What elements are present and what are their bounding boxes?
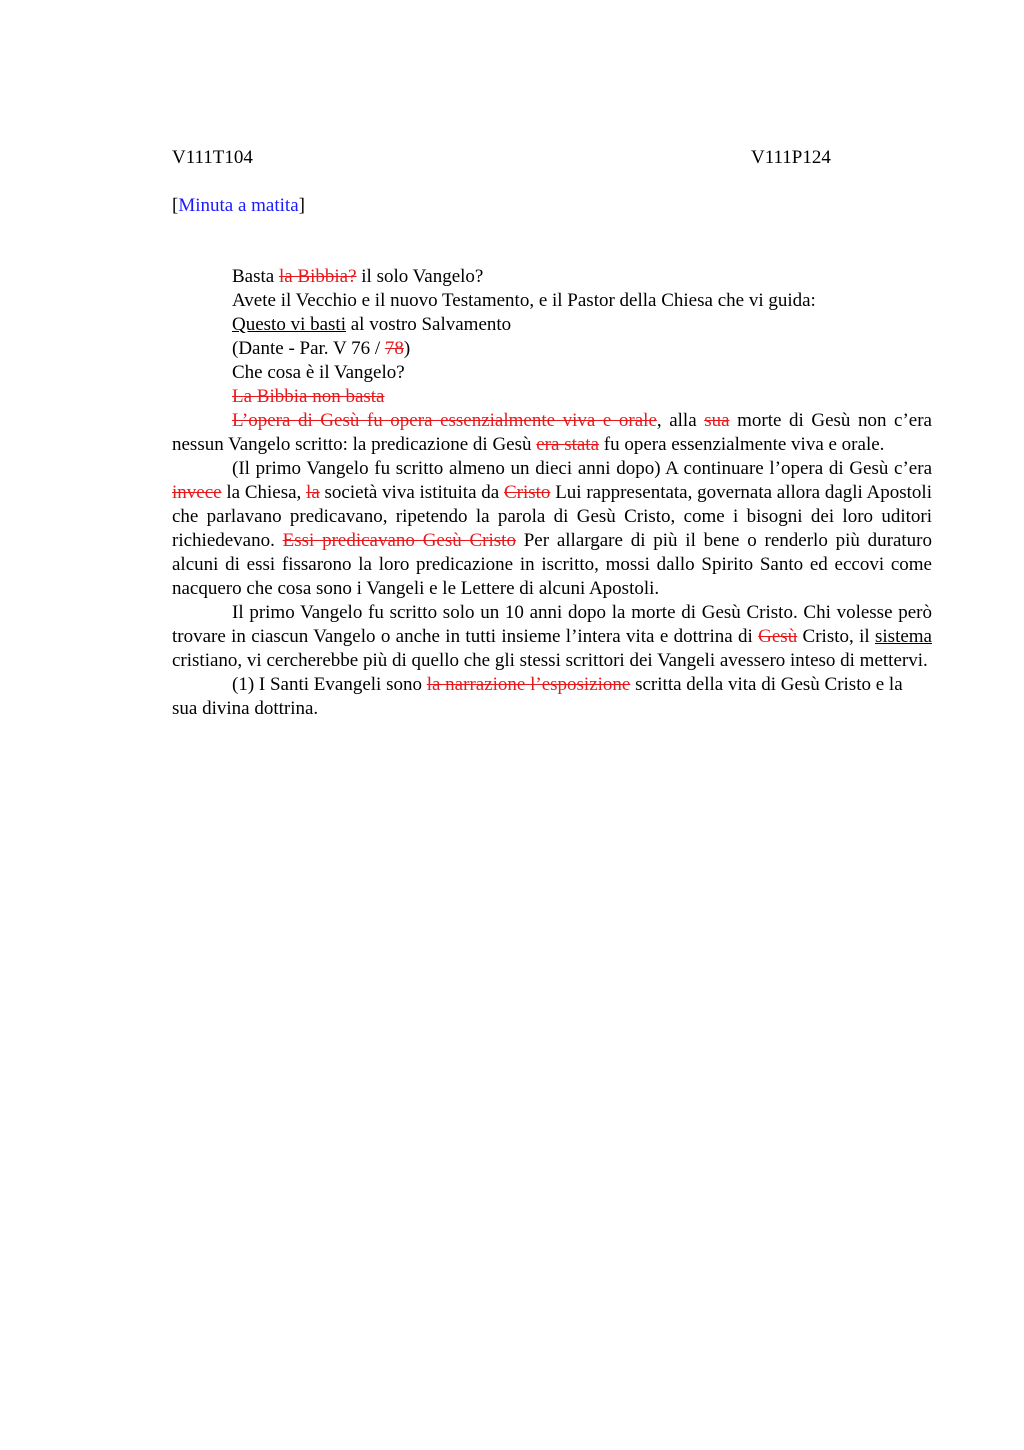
paragraph-1: L’opera di Gesù fu opera essenzialmente viva e orale, alla sua morte di Gesù non c’era nessun Vangelo scritto: la predicazione di Gesù era stata fu opera essenzialmente viva e orale. (172, 410, 932, 455)
document-code-left: V111T104 (172, 147, 253, 168)
draft-note: [Minuta a matita] (172, 195, 305, 216)
paragraph-4: (1) I Santi Evangeli sono la narrazione l’esposizione scritta della vita di Gesù Cristo e la sua divina dottrina. (172, 674, 903, 719)
underlined-text: Questo vi basti (232, 314, 346, 335)
paragraph-3: Il primo Vangelo fu scritto solo un 10 anni dopo la morte di Gesù Cristo. Chi volesse però trovare in ciascun Vangelo o anche in tutti insieme l’intera vita e dottrina di Gesù Cristo, il sistema cristiano, vi cercherebbe più di quello che gli stessi scrittori dei Vangeli avessero inteso di mettervi. (172, 602, 932, 671)
line-1: Basta la Bibbia? il solo Vangelo? (232, 266, 484, 287)
line-6 (172, 385, 932, 409)
document-body (172, 265, 932, 721)
line-4: (Dante - Par. V 76 / 78) (232, 338, 411, 359)
document-code-right: V111P124 (751, 147, 831, 168)
line-5: Che cosa è il Vangelo? (232, 362, 405, 383)
paragraph-2: (Il primo Vangelo fu scritto almeno un dieci anni dopo) A continuare l’opera di Gesù c’era invece la Chiesa, la società viva istituita da Cristo Lui rappresentata, governata allora dagli Apostoli che parlavano predicavano, ripetendo la parola di Gesù Cristo, come i bisogni dei loro uditori richiedevano. Essi predicavano Gesù Cristo Per allargare di più il bene o renderlo più duraturo alcuni di essi fissarono la loro predicazione in iscritto, mossi dallo Spirito Santo ed eccovi come nacquero che cosa sono i Vangeli e le Lettere di alcuni Apostoli. (172, 458, 933, 599)
line-3: Questo vi basti al vostro Salvamento (232, 314, 512, 335)
deleted-text: 78 (384, 338, 404, 359)
line-2: Avete il Vecchio e il nuovo Testamento, e il Pastor della Chiesa che vi guida: (232, 290, 816, 311)
draft-note-text: Minuta a matita (178, 195, 299, 216)
deleted-text: la Bibbia? (278, 266, 357, 287)
deleted-text: La Bibbia non basta (232, 386, 385, 407)
